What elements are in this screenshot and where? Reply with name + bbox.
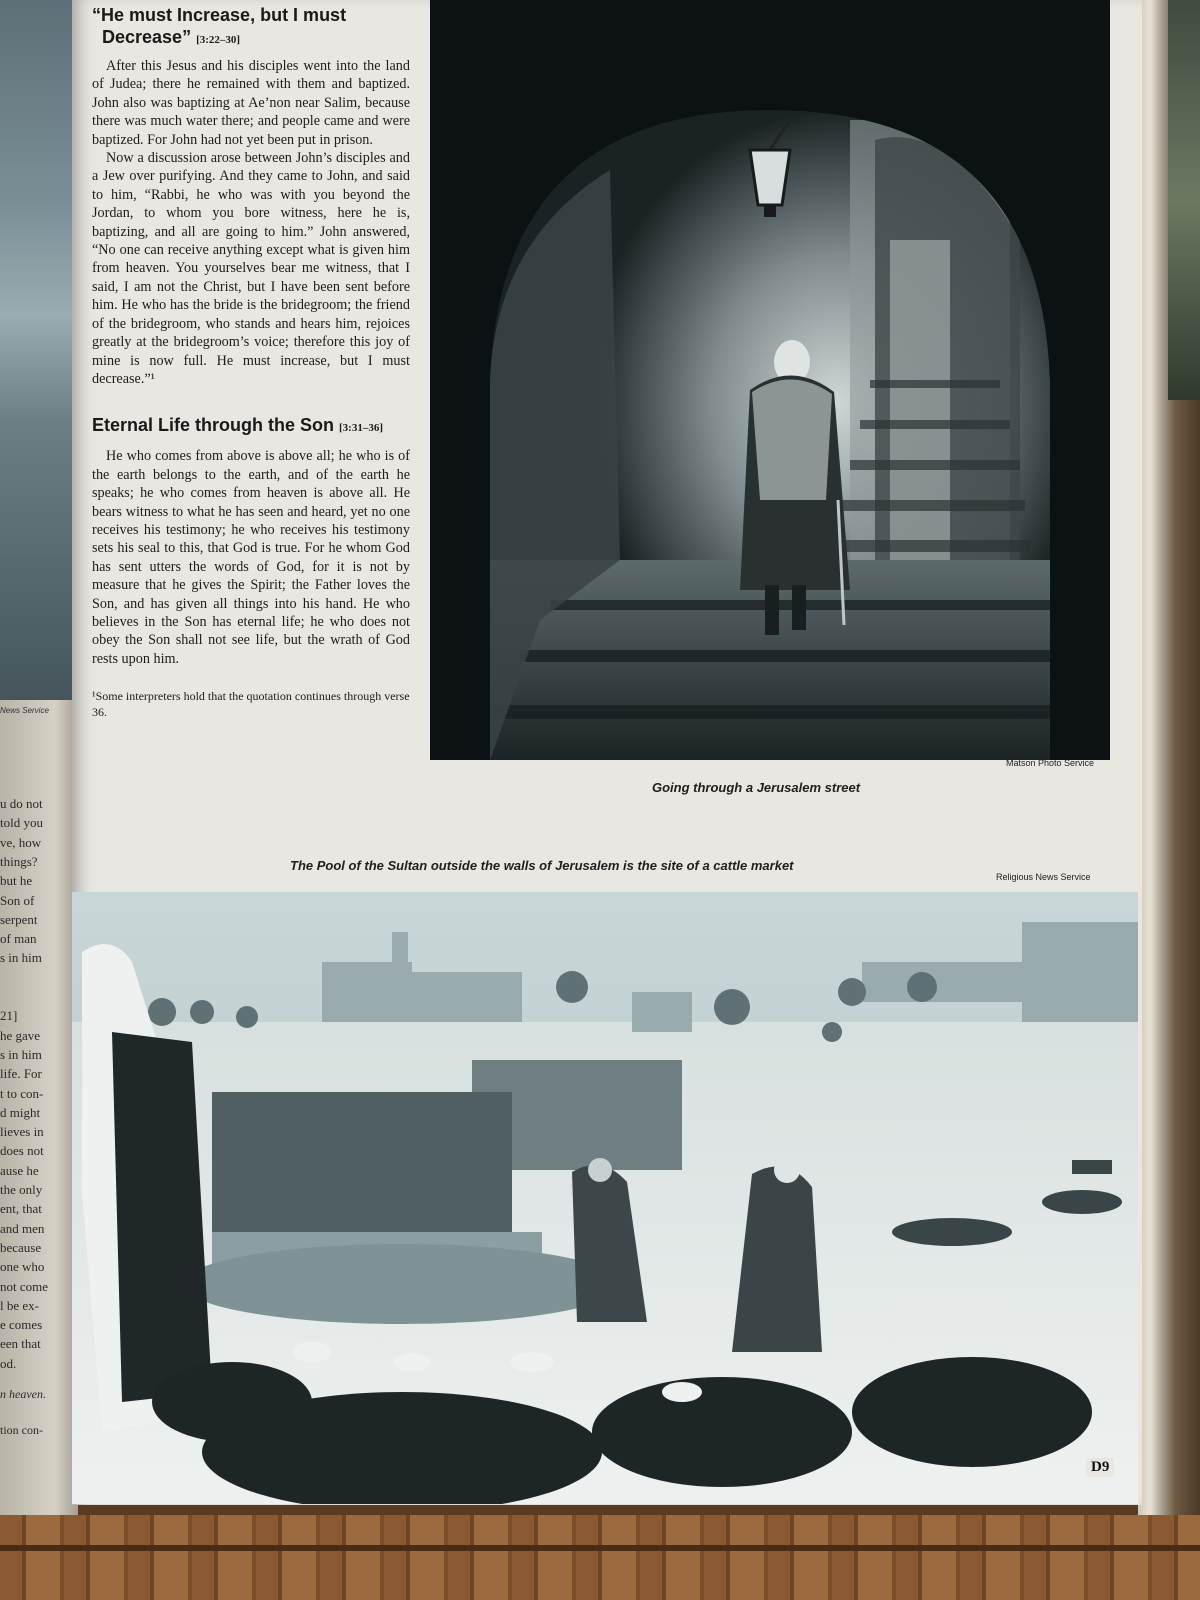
wooden-table xyxy=(0,1515,1200,1600)
photo-credit-religious-news: Religious News Service xyxy=(996,872,1091,882)
left-page-fragment: tion con- xyxy=(0,1423,43,1437)
left-page-fragment: t to con- xyxy=(0,1085,44,1101)
left-page-fragment: ve, how xyxy=(0,834,42,850)
heading-line-2: Decrease” xyxy=(102,27,192,47)
cattle-market-illustration xyxy=(72,892,1138,1504)
paragraph: After this Jesus and his disciples went into the land of Judea; there he remained with them and baptized. John also was baptizing at Ae’non near Salim, because there was much water there; and people came and were baptized. For John had not yet been put in prison. xyxy=(92,58,410,148)
left-page-fragment: n heaven. xyxy=(0,1387,46,1401)
left-page-fragment: een that xyxy=(0,1336,41,1352)
left-page-fragment: l be ex- xyxy=(0,1297,39,1313)
left-page-fragment: told you xyxy=(0,815,43,831)
left-page-fragment: serpent xyxy=(0,911,38,927)
verse-reference: [3:31–36] xyxy=(339,422,384,435)
left-page-fragment: and men xyxy=(0,1220,45,1236)
heading-line-1: “He must Increase, but I must xyxy=(92,5,347,25)
paragraph: He who comes from above is above all; he who is of the earth belongs to the earth, and of the earth he speaks; he who comes from heaven is above all. He bears witness to what he has seen and heard, yet no one receives his testimony; he who receives his testimony sets his seal to this, that God is true. For he whom God has sent utters the words of God, for it is not by measure that he gives the Spirit; the Father loves the Son, and has given all things into his hand. He who believes in the Son has eternal life; he who does not obey the Son shall not see life, but the wrath of God rests upon him. xyxy=(92,448,410,667)
left-page-fragment: ause he xyxy=(0,1162,39,1178)
left-page-fragment: u do not xyxy=(0,796,43,811)
heading-text: Eternal Life through the Son xyxy=(92,415,334,436)
left-facing-page xyxy=(0,0,78,1515)
left-page-fragment: not come xyxy=(0,1278,49,1294)
book-page xyxy=(72,0,1142,1505)
left-page-fragment: d might xyxy=(0,1104,41,1120)
text-column xyxy=(92,4,410,720)
left-page-fragment: s in him xyxy=(0,950,42,966)
left-page-fragment: ent, that xyxy=(0,1201,42,1217)
next-pages-edge xyxy=(1138,0,1200,1515)
left-page-fragment: the only xyxy=(0,1182,43,1197)
left-page-fragment: but he xyxy=(0,873,33,889)
left-page-fragment: e comes xyxy=(0,1317,43,1333)
photo-credit-matson: Matson Photo Service xyxy=(1006,758,1095,768)
footnote: ¹Some interpreters hold that the quotation continues through verse 36. xyxy=(92,689,410,720)
left-page-fragment: od. xyxy=(0,1355,17,1371)
left-page-fragment: s in him xyxy=(0,1046,42,1062)
street-photo-illustration xyxy=(430,0,1110,760)
left-page-fragment: lieves in xyxy=(0,1124,44,1140)
left-page-fragment: does not xyxy=(0,1143,44,1159)
photo-pool-of-sultan xyxy=(72,892,1138,1504)
paragraph: Now a discussion arose between John’s disciples and a Jew over purifying. And they came to John, and said to him, “Rabbi, he who was with you beyond the Jordan, to whom you bore witness, here he is, baptizing, and all are going to him.” John answered, “No one can receive anything except what is given him from heaven. You yourselves bear me witness, that I said, I am not the Christ, but I have been sent before him. He who has the bride is the bridegroom; the friend of the bridegroom, who stands and hears him, rejoices greatly at the bridegroom’s voice; therefore this joy of mine is now full. He must increase, but I must decrease.”¹ xyxy=(92,150,410,387)
left-page-credit: News Service xyxy=(0,706,49,715)
left-page-fragment: things? xyxy=(0,853,38,869)
left-page-fragment: because xyxy=(0,1239,42,1255)
left-page-photo xyxy=(0,0,72,700)
left-page-fragment: of man xyxy=(0,931,37,947)
verse-reference: [3:22–30] xyxy=(196,34,241,46)
left-page-fragment: Son of xyxy=(0,892,35,908)
caption-jerusalem-street: Going through a Jerusalem street xyxy=(652,780,861,795)
left-page-fragment: 21] xyxy=(0,1008,18,1024)
next-page-photo-edge xyxy=(1168,0,1200,400)
caption-pool-of-sultan: The Pool of the Sultan outside the walls of Jerusalem is the site of a cattle market xyxy=(290,858,794,873)
page-number: D9 xyxy=(1086,1458,1114,1477)
left-page-fragment: life. For xyxy=(0,1066,42,1082)
section-heading-eternal-life xyxy=(92,414,410,439)
photo-jerusalem-street xyxy=(430,0,1110,760)
section-heading-he-must-increase xyxy=(92,4,410,51)
left-page-fragment: he gave xyxy=(0,1027,41,1043)
left-page-fragment: one who xyxy=(0,1259,45,1275)
